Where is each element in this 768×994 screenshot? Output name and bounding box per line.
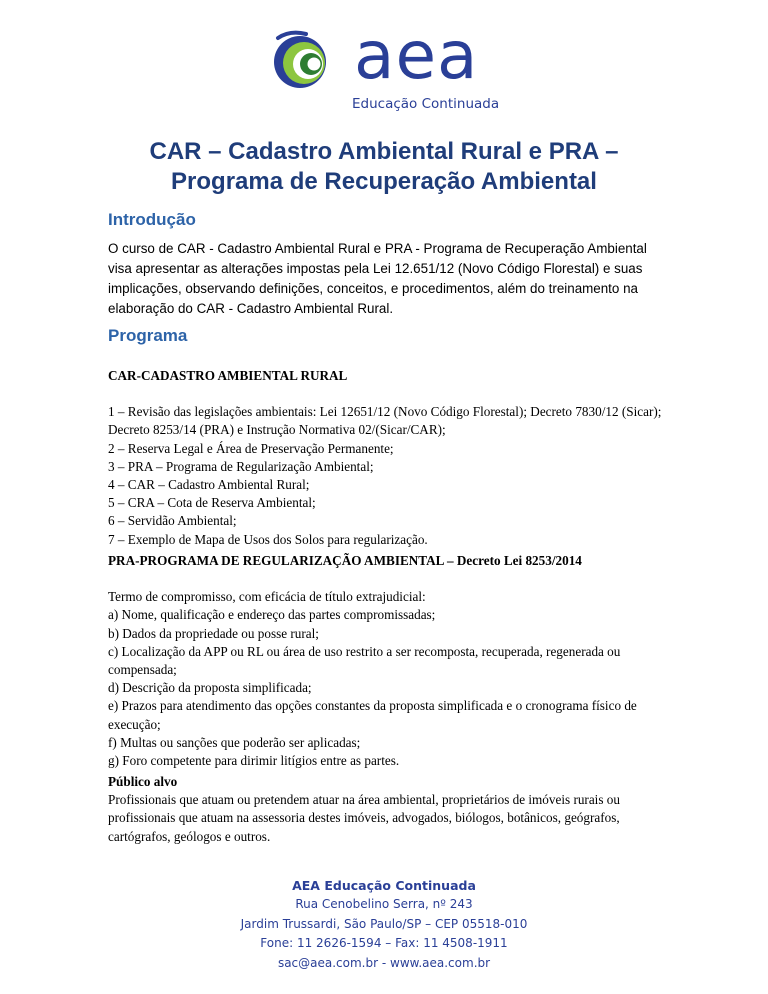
pra-item: d) Descrição da proposta simplificada; — [108, 680, 312, 696]
pra-section — [108, 552, 668, 770]
swirl-logo-icon — [270, 30, 346, 90]
aea-logo — [270, 17, 500, 116]
car-item: 4 – CAR – Cadastro Ambiental Rural; — [108, 477, 310, 493]
pra-intro: Termo de compromisso, com eficácia de título extrajudicial: — [108, 589, 426, 605]
pra-item: g) Foro competente para dirimir litígios entre as partes. — [108, 753, 400, 769]
car-heading: CAR-CADASTRO AMBIENTAL RURAL — [108, 368, 348, 383]
pra-item: b) Dados da propriedade ou posse rural; — [108, 625, 319, 641]
car-item: 1 – Revisão das legislações ambientais: Lei 12651/12 (Novo Código Florestal); Decreto 7830/12 (Sicar); Decreto 8253/14 (PRA) e Instrução Normativa 02/(Sicar/CAR); — [108, 404, 662, 438]
footer-contact — [0, 876, 768, 973]
footer-address-2: Jardim Trussardi, São Paulo/SP – CEP 05518-010 — [240, 916, 528, 931]
car-section — [108, 367, 668, 549]
logo-wordmark: aea — [354, 17, 479, 94]
pra-item: a) Nome, qualificação e endereço das partes compromissadas; — [108, 607, 436, 623]
title-line-1: CAR – Cadastro Ambiental Rural e PRA – — [149, 138, 619, 165]
footer-org: AEA Educação Continuada — [292, 878, 476, 893]
car-item: 5 – CRA – Cota de Reserva Ambiental; — [108, 495, 316, 511]
pra-item: e) Prazos para atendimento das opções constantes da proposta simplificada e o cronograma físico de execução; — [108, 698, 637, 732]
intro-heading: Introdução — [108, 210, 196, 229]
pra-item: c) Localização da APP ou RL ou área de uso restrito a ser recomposta, recuperada, regenerada ou compensada; — [108, 643, 621, 678]
programa-heading: Programa — [108, 326, 188, 345]
car-item: 7 – Exemplo de Mapa de Usos dos Solos para regularização. — [108, 531, 428, 547]
title-line-2: Programa de Recuperação Ambiental — [171, 168, 597, 195]
document-title — [60, 137, 708, 197]
pra-heading: PRA-PROGRAMA DE REGULARIZAÇÃO AMBIENTAL – Decreto Lei 8253/2014 — [108, 553, 582, 568]
publico-heading: Público alvo — [108, 774, 178, 789]
pra-item: f) Multas ou sanções que poderão ser aplicadas; — [108, 734, 361, 750]
footer-address-1: Rua Cenobelino Serra, nº 243 — [295, 897, 473, 911]
logo-subtitle: Educação Continuada — [352, 96, 500, 112]
publico-section — [108, 773, 668, 846]
footer-contact-links: sac@aea.com.br - www.aea.com.br — [277, 955, 491, 970]
publico-text: Profissionais que atuam ou pretendem atuar na área ambiental, proprietários de imóveis rurais ou profissionais que atuam na assessoria destes imóveis, advogados, biólogos, botânicos, geógrafos, cartógrafos, geólogos e outros. — [108, 792, 620, 844]
footer-phones: Fone: 11 2626-1594 – Fax: 11 4508-1911 — [260, 936, 508, 951]
intro-text: O curso de CAR - Cadastro Ambiental Rural e PRA - Programa de Recuperação Ambiental visa apresentar as alterações impostas pela Lei 12.651/12 (Novo Código Florestal) e suas implicações, observando definições, conceitos, e procedimentos, além do treinamento na elaboração do CAR - Cadastro Ambiental Rural. — [108, 241, 647, 316]
car-item: 3 – PRA – Programa de Regularização Ambiental; — [108, 458, 374, 474]
car-item: 6 – Servidão Ambiental; — [108, 513, 237, 529]
car-item: 2 – Reserva Legal e Área de Preservação Permanente; — [108, 440, 394, 456]
